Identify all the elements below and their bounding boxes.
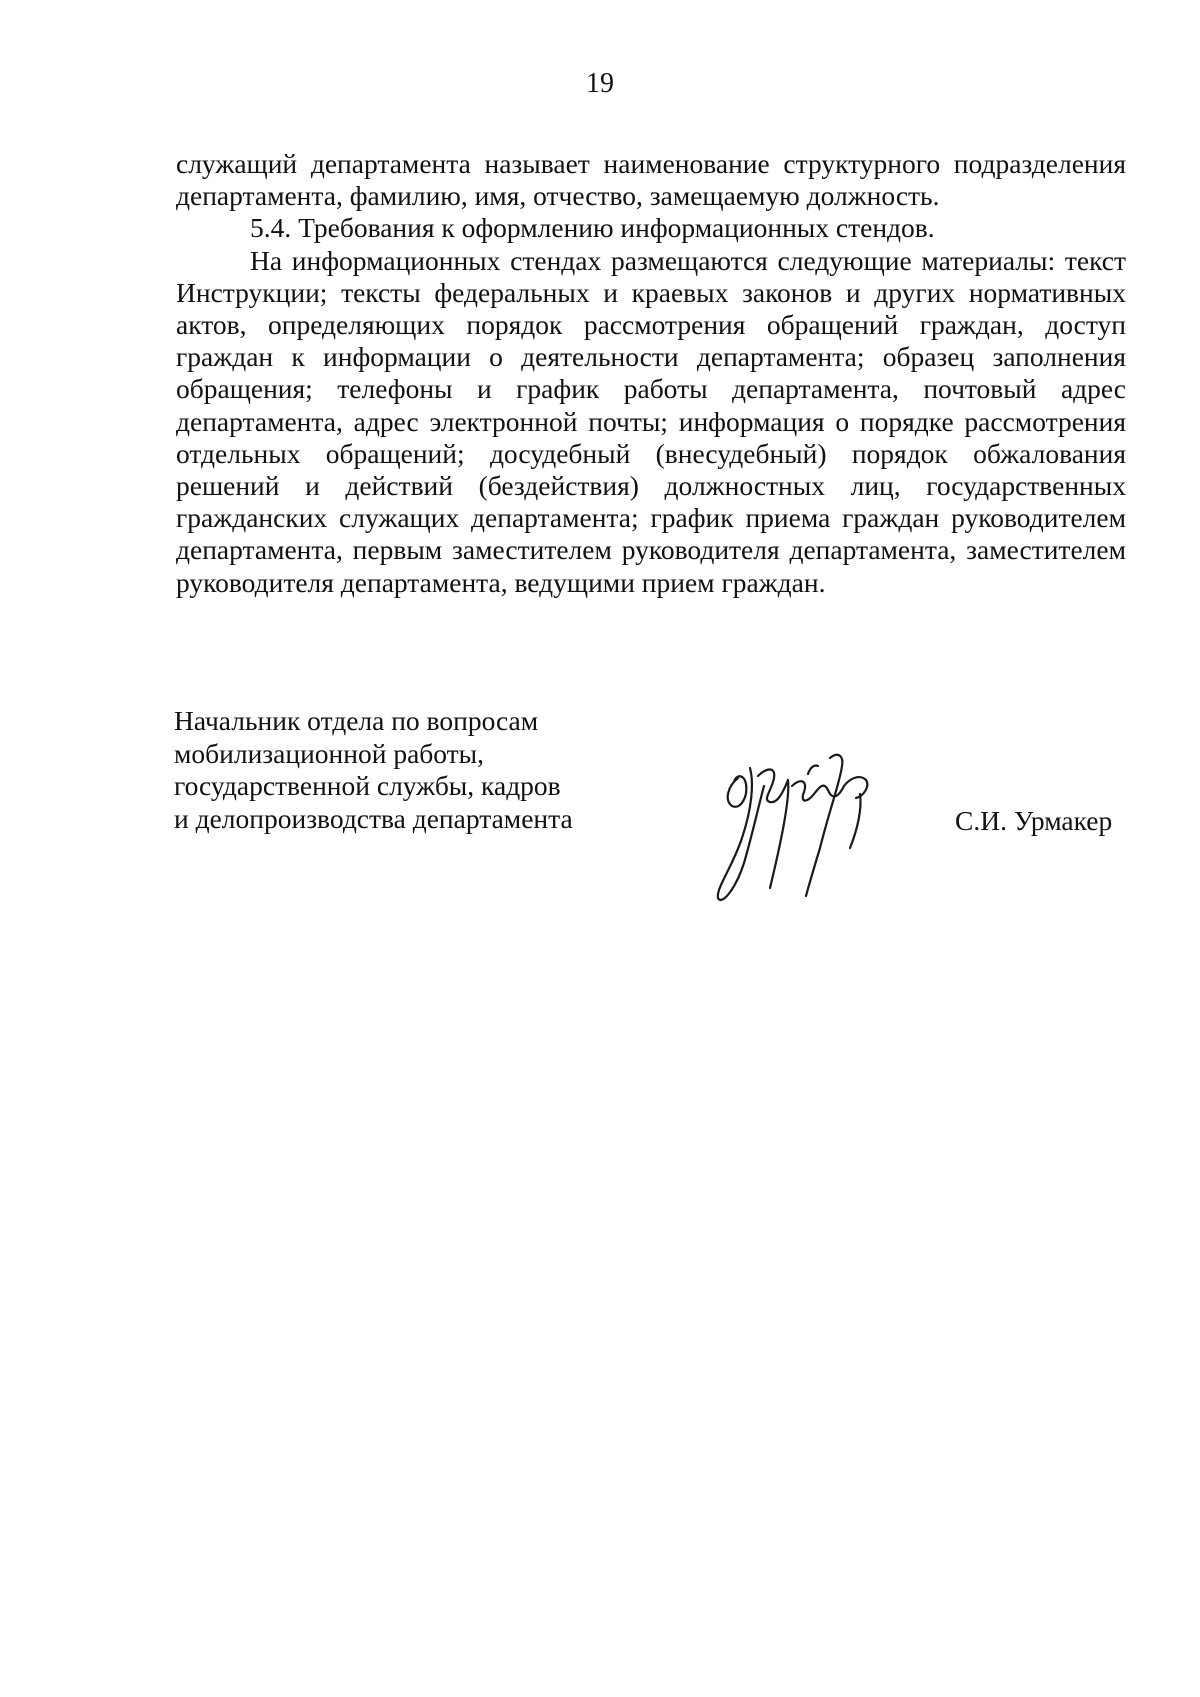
signatory-position (174, 705, 614, 835)
position-line: и делопроизводства департамента (174, 802, 573, 834)
document-body (176, 148, 1126, 599)
page-number: 19 (586, 68, 614, 99)
section-heading-5-4: 5.4. Требования к оформлению информационных стендов. (250, 212, 935, 244)
position-line: Начальник отдела по вопросам (174, 705, 539, 736)
position-line: государственной службы, кадров (174, 770, 561, 801)
paragraph-continuation: служащий департамента называет наименование структурного подразделения департамента, фамилию, имя, отчество, замещаемую должность. (176, 148, 1126, 212)
handwritten-signature (710, 738, 900, 908)
signatory-name: С.И. Урмакер (955, 805, 1113, 836)
paragraph-stand-materials: На информационных стендах размещаются следующие материалы: текст Инструкции; тексты федеральных и краевых законов и других нормативных актов, определяющих порядок рассмотрения обращений граждан, доступ граждан к информации о деятельности департамента; образец заполнения обращения; телефоны и график работы департамента, почтовый адрес департамента, адрес электронной почты; информация о порядке рассмотрения отдельных обращений; досудебный (внесудебный) порядок обжалования решений и действий (бездействия) должностных лиц, государственных гражданских служащих департамента; график приема граждан руководителем департамента, первым заместителем руководителя департамента, заместителем руководителя департамента, ведущими прием граждан. (176, 244, 1126, 598)
position-line: мобилизационной работы, (174, 737, 485, 769)
